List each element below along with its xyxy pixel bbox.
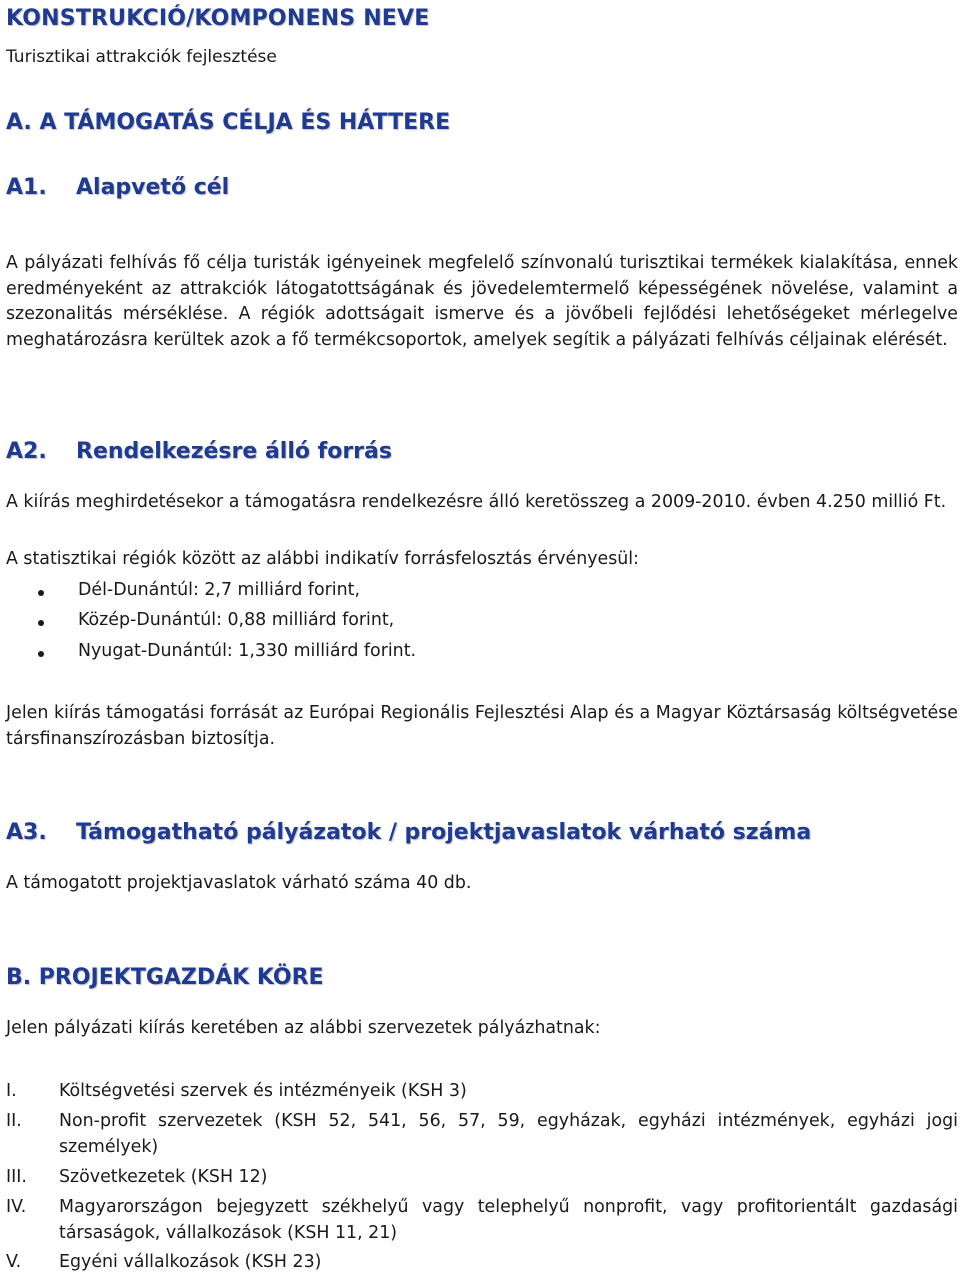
list-item-text: Költségvetési szervek és intézményeik (KSH 3) <box>59 1081 467 1101</box>
a2-heading <box>6 439 392 464</box>
section-b-heading: B. PROJEKTGAZDÁK KÖRE <box>6 965 324 990</box>
a1-paragraph: A pályázati felhívás fő célja turisták igényeinek megfelelő színvonalú turisztikai termékek kialakítása, ennek eredményeként az attrakciók látogatottságának és jövedelemtermelő képességének növelése, valamint a szezonalitás mérséklése. A régiók adottságait ismerve és a jövőbeli fejlődési lehetőségeket mérlegelve meghatározásra kerültek azok a fő termékcsoportok, amelyek segítik a pályázati felhívás céljainak elérését. <box>6 253 958 350</box>
bullet-icon <box>38 651 44 657</box>
document-title: KONSTRUKCIÓ/KOMPONENS NEVE <box>6 6 430 31</box>
a1-heading <box>6 175 229 200</box>
list-item-number: IV. <box>6 1197 27 1217</box>
a1-title: Alapvető cél <box>76 175 230 200</box>
a1-number: A1. <box>6 175 47 200</box>
a2-title: Rendelkezésre álló forrás <box>76 439 392 464</box>
bullet-icon <box>38 620 44 626</box>
section-a-heading: A. A TÁMOGATÁS CÉLJA ÉS HÁTTERE <box>6 110 451 135</box>
list-item-text: Közép-Dunántúl: 0,88 milliárd forint, <box>78 610 395 630</box>
a2-number: A2. <box>6 439 47 464</box>
a3-title: Támogatható pályázatok / projektjavaslatok várható száma <box>76 820 812 845</box>
a3-heading <box>6 820 811 845</box>
list-item-number: III. <box>6 1167 27 1187</box>
list-item-text: Magyarországon bejegyzett székhelyű vagy telephelyű nonprofit, vagy profitorientált gazdasági társaságok, vállalkozások (KSH 11, 21) <box>59 1197 958 1243</box>
list-item-text: Dél-Dunántúl: 2,7 milliárd forint, <box>78 580 361 600</box>
list-item-number: V. <box>6 1252 22 1272</box>
a3-number: A3. <box>6 820 47 845</box>
a2-paragraph-budget: A kiírás meghirdetésekor a támogatásra rendelkezésre álló keretösszeg a 2009-2010. évben 4.250 millió Ft. <box>6 492 947 512</box>
list-item-text: Nyugat-Dunántúl: 1,330 milliárd forint. <box>78 641 417 661</box>
list-item-text: Egyéni vállalkozások (KSH 23) <box>59 1252 322 1272</box>
list-item-text: Non-profit szervezetek (KSH 52, 541, 56, 57, 59, egyházak, egyházi intézmények, egyházi jogi személyek) <box>59 1111 958 1157</box>
bullet-icon <box>38 590 44 596</box>
a2-paragraph-allocation: A statisztikai régiók között az alábbi indikatív forrásfelosztás érvényesül: <box>6 549 639 569</box>
section-b-intro: Jelen pályázati kiírás keretében az alábbi szervezetek pályázhatnak: <box>6 1018 601 1038</box>
a3-paragraph: A támogatott projektjavaslatok várható száma 40 db. <box>6 873 472 893</box>
list-item-number: I. <box>6 1081 17 1101</box>
list-item-text: Szövetkezetek (KSH 12) <box>59 1167 268 1187</box>
list-item-number: II. <box>6 1111 22 1131</box>
document-subtitle: Turisztikai attrakciók fejlesztése <box>6 47 277 67</box>
a2-paragraph-funding: Jelen kiírás támogatási forrását az Európai Regionális Fejlesztési Alap és a Magyar Köztársaság költségvetése társfinanszírozásban biztosítja. <box>6 703 958 749</box>
